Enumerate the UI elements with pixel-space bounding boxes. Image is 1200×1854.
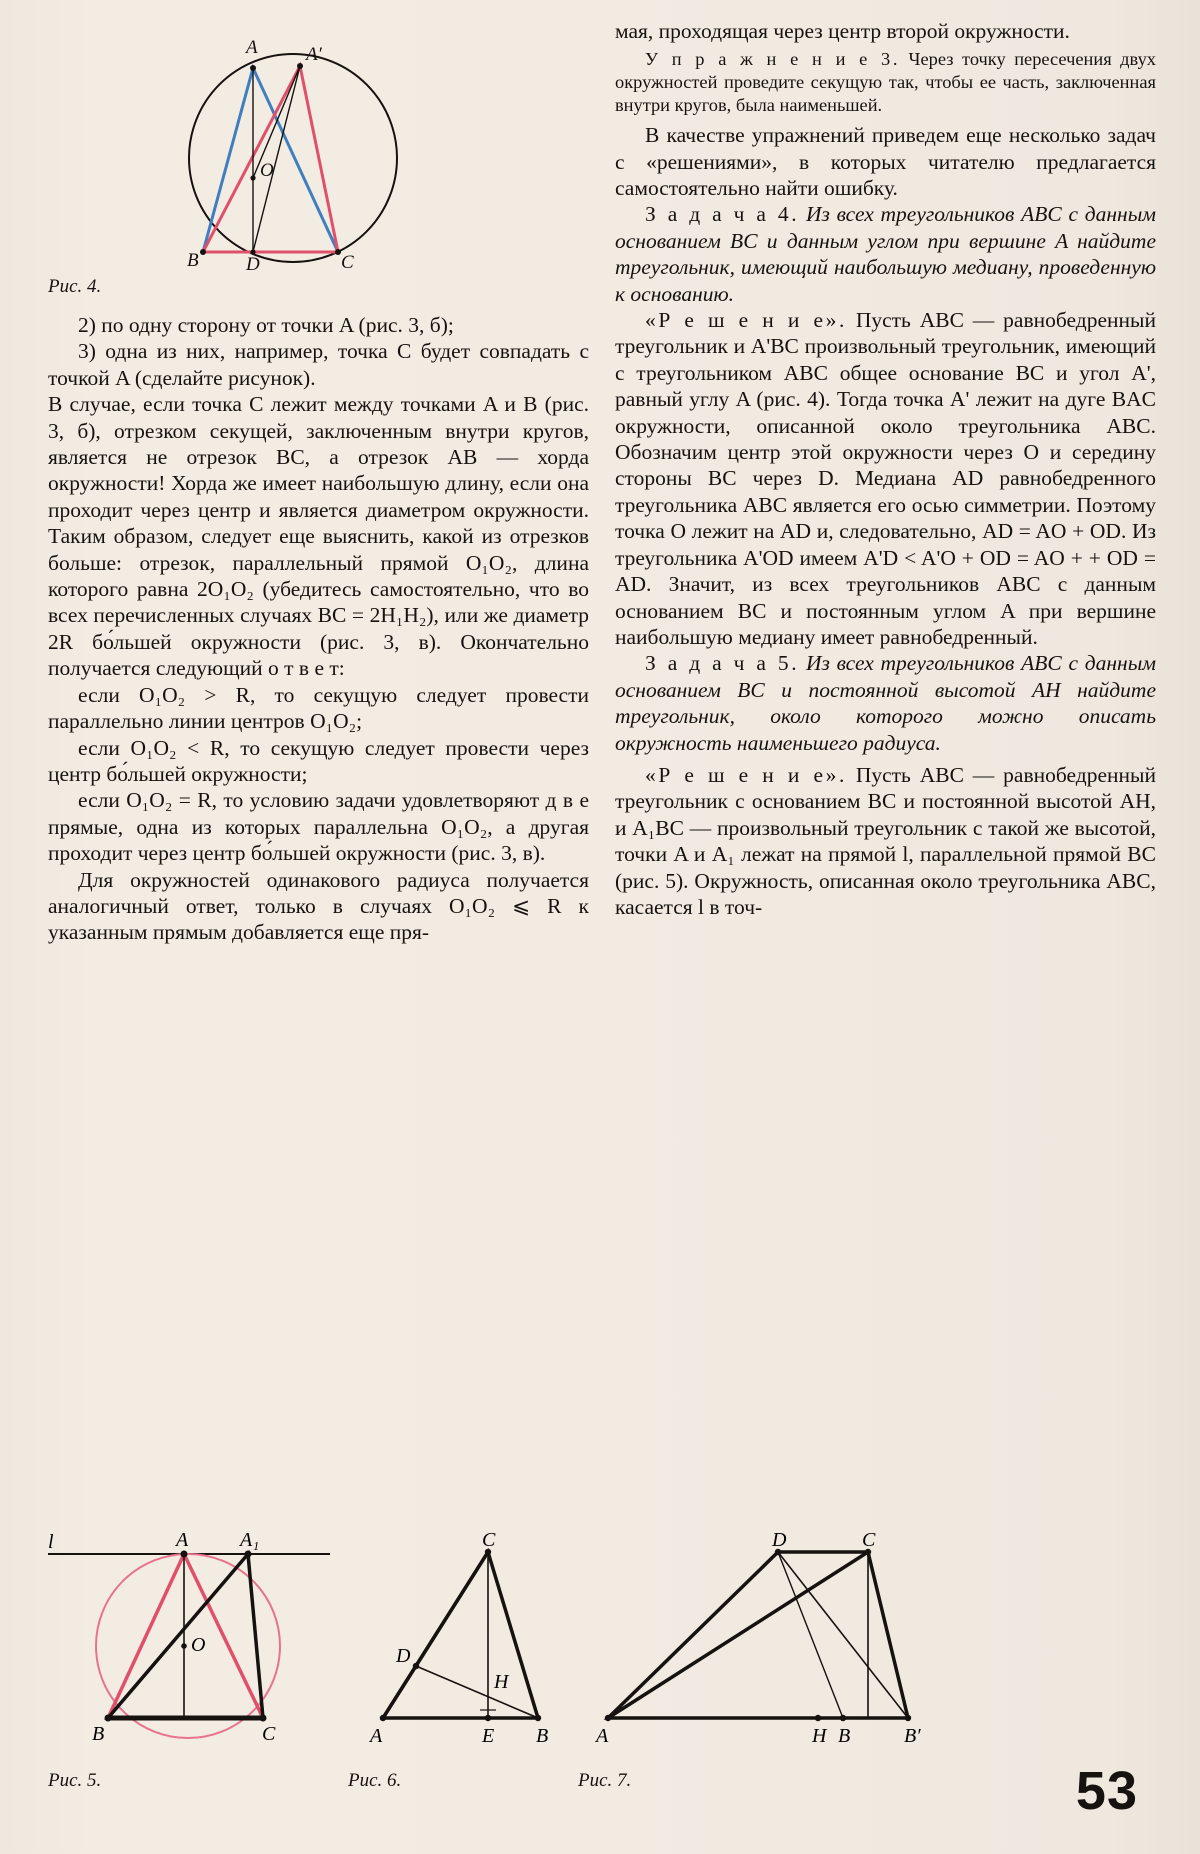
solution-4 (615, 307, 1156, 650)
svg-text:A: A (246, 37, 258, 58)
task-5-text: Из всех треугольников ABC с данным основанием BC и постоянной высотой AH найдите треугольник, около которого можно описать окружность наименьшего радиуса. (615, 651, 1157, 755)
right-paragraph-1: мая, проходящая через центр второй окружности. (615, 19, 1070, 43)
solution-4-label: «Р е ш е н и е». (645, 308, 847, 333)
bottom-figures (48, 1530, 1156, 1820)
svg-text:A: A (370, 1725, 383, 1747)
svg-text:O: O (260, 160, 274, 181)
svg-text:C: C (482, 1530, 496, 1551)
svg-text:B: B (536, 1725, 549, 1747)
svg-text:B: B (92, 1723, 105, 1745)
svg-text:B: B (187, 250, 199, 270)
text-columns (48, 18, 1156, 946)
exercise-3 (615, 48, 1156, 116)
figure-6-svg (348, 1530, 578, 1775)
left-paragraph-7: Для окружностей одинакового радиуса получается аналогичный ответ, только в случаях O₁O₂ ⩽ R к указанным прямым добавляется еще пря- (48, 867, 589, 945)
left-column (48, 18, 589, 946)
left-paragraph-5: если O₁O₂ < R, то секущую следует провести через центр бо́льшей окружности; (48, 735, 589, 786)
svg-text:D: D (246, 254, 260, 270)
left-paragraph-2: 3) одна из них, например, точка C будет совпадать с точкой A (сделайте рисунок). (48, 339, 589, 390)
solution-5-text: Пусть ABC — равнобедренный треугольник с основанием BC и постоянной высотой AH, и A₁BC — произвольный треугольник с такой же высотой, точки A и A₁ лежат на прямой l, параллельной прямой BC (рис. 5). Окружность, описанная около треугольника ABC, касается l в точ- (615, 762, 1156, 919)
figure-5-svg (48, 1530, 348, 1775)
figure-4 (48, 18, 589, 270)
task-4-text: Из всех треугольников ABC с данным основанием BC и данным углом при вершине A найдите треугольник, имеющий наибольшую медиану, проведенную к основанию. (615, 202, 1157, 306)
left-paragraph-3: В случае, если точка C лежит между точками A и B (рис. 3, б), отрезком секущей, заключенным внутри кругов, является не отрезок BC, а отрезок AB — хорда окружности! Хорда же имеет наибольшую длину, если она проходит через центр и является диаметром окружности. Таким образом, следует еще выяснить, какой из отрезков больше: отрезок, параллельный прямой O₁O₂, длина которого равна 2O₁O₂ (убедитесь самостоятельно, что во всех перечисленных случаях BC = 2H₁H₂), или же диаметр 2R бо́льшей окружности (рис. 3, в). Окончательно получается следующий о т в е т: (48, 392, 589, 681)
figure-4-svg (48, 18, 589, 270)
right-column (615, 18, 1156, 946)
svg-text:C: C (262, 1723, 276, 1745)
svg-text:B′: B′ (904, 1725, 921, 1747)
svg-text:E: E (482, 1725, 495, 1747)
svg-text:A: A (176, 1530, 189, 1551)
figure-5-caption: Рис. 5. (48, 1770, 102, 1791)
figure-7 (578, 1530, 978, 1791)
solution-4-text: Пусть ABC — равнобедренный треугольник и A'BC произвольный треугольник, имеющий с треугольником ABC общее основание BC и угол A', равный углу A (рис. 4). Тогда точка A' лежит на дуге BAC окружности, описанной около треугольника ABC. Обозначим центр этой окружности через O и середину стороны BC через D. Медиана AD равнобедренного треугольника ABC является его осью симметрии. Поэтому точка O лежит на AD и, следовательно, AD = AO + OD. Из треугольника A'OD имеем A'D < A'O + OD = AO + + OD = AD. Значит, из всех треугольников ABC с данным основанием BC и постоянным углом A при вершине наибольшую медиану имеет равнобедренный. (615, 308, 1156, 649)
task-4-label: З а д а ч а 4. (645, 202, 800, 227)
svg-text:B: B (838, 1725, 851, 1747)
left-paragraph-6: если O₁O₂ = R, то условию задачи удовлетворяют д в е прямые, одна из которых параллельна O₁O₂, а другая проходит через центр бо́льшей окружности (рис. 3, в). (48, 788, 589, 866)
svg-text:A′: A′ (306, 44, 322, 65)
svg-text:D: D (772, 1530, 787, 1551)
task-4 (615, 201, 1156, 307)
task-5 (615, 650, 1156, 756)
svg-text:l: l (48, 1531, 54, 1553)
svg-text:C: C (862, 1530, 876, 1551)
solution-5-label: «Р е ш е н и е». (645, 762, 847, 787)
svg-text:C: C (341, 252, 354, 270)
figure-7-caption: Рис. 7. (578, 1770, 632, 1791)
solution-5 (615, 762, 1156, 920)
page-number: 53 (1075, 1761, 1138, 1821)
figure-7-svg (578, 1530, 978, 1775)
exercise-3-label: У п р а ж н е н и е 3. (645, 49, 901, 70)
right-paragraph-2: В качестве упражнений приведем еще несколько задач с «решениями», в которых читателю предлагается самостоятельно найти ошибку. (615, 123, 1156, 200)
svg-text:O: O (191, 1634, 206, 1656)
left-paragraph-4: если O₁O₂ > R, то секущую следует провести параллельно линии центров O₁O₂; (48, 682, 589, 734)
svg-text:D: D (396, 1645, 411, 1667)
svg-text:H: H (494, 1671, 509, 1693)
left-paragraph-1: 2) по одну сторону от точки A (рис. 3, б); (78, 313, 454, 337)
svg-text:H: H (812, 1725, 827, 1747)
figure-6 (348, 1530, 578, 1791)
svg-text:A: A (596, 1725, 609, 1747)
task-5-label: З а д а ч а 5. (645, 651, 800, 676)
exercise-3-text: Через точку пересечения двух окружностей проведите секущую так, чтобы ее часть, заключенная внутри кругов, была наименьшей. (615, 49, 1156, 115)
figure-5 (48, 1530, 348, 1791)
svg-text:A₁: A₁ (240, 1530, 260, 1551)
figure-6-caption: Рис. 6. (348, 1770, 402, 1791)
figure-4-caption: Рис. 4. (48, 276, 102, 297)
